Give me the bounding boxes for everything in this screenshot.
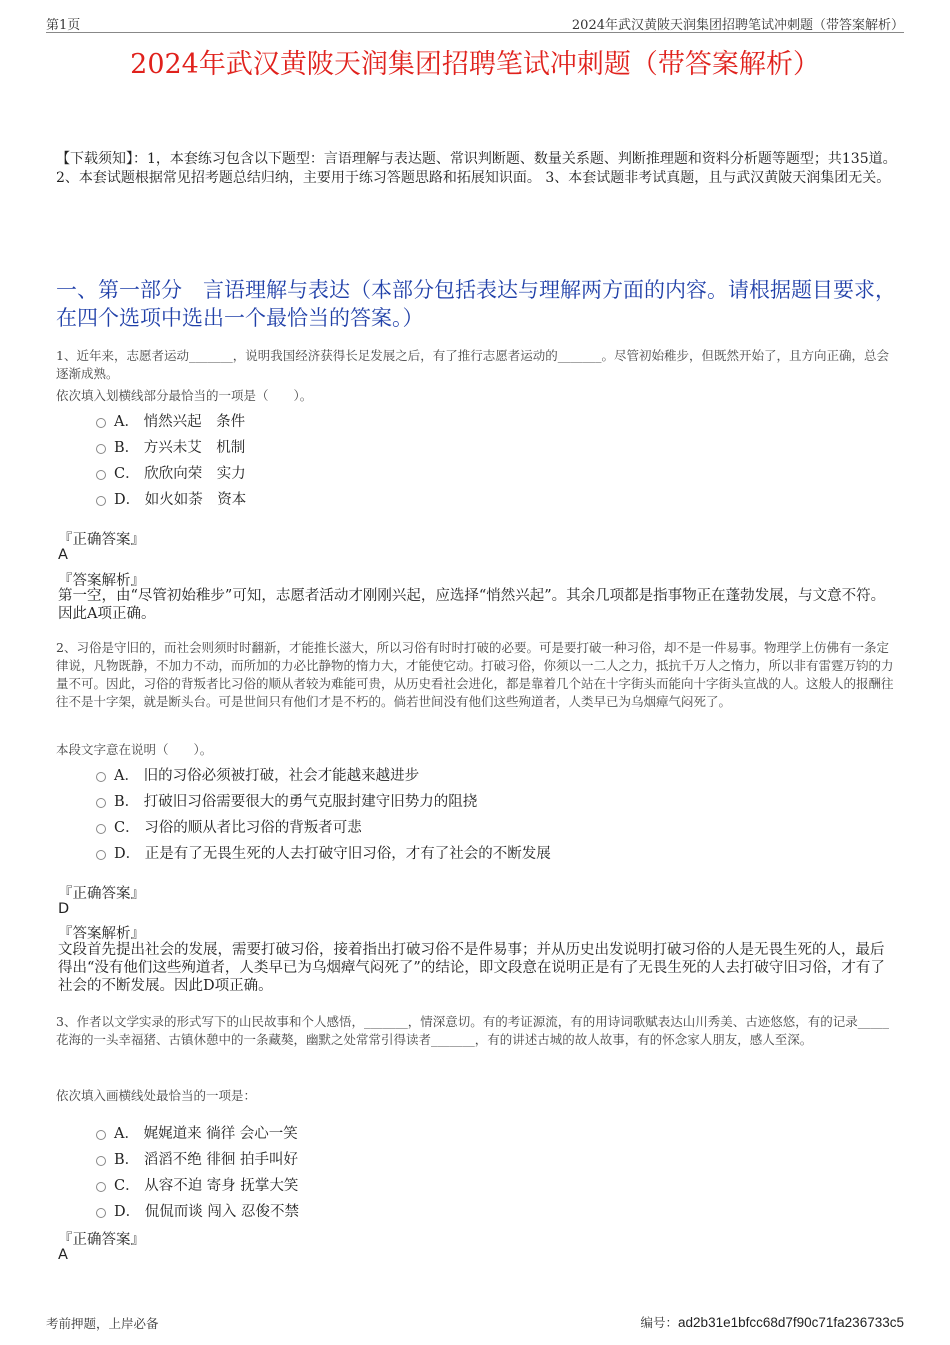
correct-answer-label: 『正确答案』 [58, 1232, 145, 1248]
question-1-option-c[interactable]: C． 欣欣向荣 实力 [96, 462, 246, 483]
question-1-option-b[interactable]: B． 方兴未艾 机制 [96, 436, 245, 457]
question-2-stem: 2、习俗是守旧的，而社会则须时时翻新，才能推长滋大，所以习俗有时时打破的必要。可是要打破一种习俗，却不是一件易事。物理学上仿佛有一条定律说，凡物既静，不加力不动，而所加的力必比静物的惰力大，才能使它动。打破习俗，你须以一二人之力，抵抗千万人之惰力，所以非有雷霆万钧的力量不可。因此，习俗的背叛者比习俗的顺从者较为难能可贵，从历史看社会进化，都是靠着几个站在十字街头而能向十字街头宣战的人。这般人的报酬往往不是十字架，就是断头台。可是世间只有他们才是不朽的。倘若世间没有他们这些殉道者，人类早已为乌烟瘴气闷死了。 [56, 640, 894, 709]
page-title: 2024年武汉黄陂天润集团招聘笔试冲刺题（带答案解析） [130, 49, 820, 80]
question-3-option-a[interactable]: A． 娓娓道来 徜徉 会心一笑 [96, 1122, 298, 1143]
header-divider [46, 32, 904, 33]
header-doc-title: 2024年武汉黄陂天润集团招聘笔试冲刺题（带答案解析） [571, 18, 904, 33]
radio-icon[interactable] [96, 1130, 106, 1140]
question-2-option-c[interactable]: C． 习俗的顺从者比习俗的背叛者可悲 [96, 816, 362, 837]
footer-code-value: ad2b31e1bfcc68d7f90c71fa236733c5 [678, 1315, 904, 1330]
radio-icon[interactable] [96, 798, 106, 808]
question-2-option-a[interactable]: A． 旧的习俗必须被打破，社会才能越来越进步 [96, 764, 419, 785]
question-2-analysis: 文段首先提出社会的发展，需要打破习俗，接着指出打破习俗不是件易事；并从历史出发说明打破习俗的人是无畏生死的人，最后得出“没有他们这些殉道者，人类早已为乌烟瘴气闷死了”的结论，即文段意在说明正是有了无畏生死的人去打破守旧习俗，才有了社会的不断发展。因此D项正确。 [58, 942, 885, 994]
correct-answer-label: 『正确答案』 [58, 886, 145, 902]
footer-code [641, 1313, 904, 1331]
radio-icon[interactable] [96, 444, 106, 454]
question-1-answer: A [58, 547, 68, 563]
radio-icon[interactable] [96, 418, 106, 428]
radio-icon[interactable] [96, 496, 106, 506]
question-1-option-a[interactable]: A． 悄然兴起 条件 [96, 410, 245, 431]
correct-answer-label: 『正确答案』 [58, 532, 145, 548]
radio-icon[interactable] [96, 470, 106, 480]
radio-icon[interactable] [96, 1208, 106, 1218]
question-1-option-d[interactable]: D． 如火如荼 资本 [96, 488, 246, 509]
question-1-analysis: 第一空，由“尽管初始稚步”可知，志愿者活动才刚刚兴起，应选择“悄然兴起”。其余几项都是指事物正在蓬勃发展，与文意不符。因此A项正确。 [58, 588, 886, 622]
question-3-stem: 3、作者以文学实录的形式写下的山民故事和个人感悟，_______，情深意切。有的考证源流，有的用诗词歌赋表达山川秀美、古迹悠悠，有的记录_____花海的一头幸福猪、古镇休憩中的一条藏獒，幽默之处常常引得读者_______，有的讲述古城的故人故事，有的怀念家人朋友，感人至深。 [56, 1014, 889, 1047]
radio-icon[interactable] [96, 1156, 106, 1166]
page-number: 第1页 [46, 18, 81, 33]
download-notice: 【下载须知】：1，本套练习包含以下题型：言语理解与表达题、常识判断题、数量关系题、判断推理题和资料分析题等题型；共135道。 2、本套试题根据常见招考题总结归纳，主要用于练习答题思路和拓展知识面。 3、本套试题非考试真题，且与武汉黄陂天润集团无关。 [56, 151, 897, 186]
radio-icon[interactable] [96, 850, 106, 860]
question-3-option-d[interactable]: D． 侃侃而谈 闯入 忍俊不禁 [96, 1200, 299, 1221]
radio-icon[interactable] [96, 772, 106, 782]
question-1-prompt: 依次填入划横线部分最恰当的一项是（ ）。 [56, 388, 313, 403]
footer-slogan: 考前押题，上岸必备 [46, 1316, 159, 1331]
question-3-answer: A [58, 1247, 68, 1263]
question-3-option-c[interactable]: C． 从容不迫 寄身 抚掌大笑 [96, 1174, 298, 1195]
question-2-prompt: 本段文字意在说明（ ）。 [56, 742, 213, 757]
answer-analysis-label: 『答案解析』 [58, 573, 145, 589]
radio-icon[interactable] [96, 824, 106, 834]
question-3-prompt: 依次填入画横线处最恰当的一项是： [56, 1088, 257, 1103]
question-2-answer: D [58, 901, 70, 917]
question-3-option-b[interactable]: B． 滔滔不绝 徘徊 拍手叫好 [96, 1148, 298, 1169]
section-heading: 一、第一部分 言语理解与表达（本部分包括表达与理解两方面的内容。请根据题目要求，在四个选项中选出一个最恰当的答案。） [56, 278, 896, 330]
answer-analysis-label: 『答案解析』 [58, 926, 145, 942]
question-1-stem: 1、近年来，志愿者运动_______，说明我国经济获得长足发展之后，有了推行志愿者运动的_______。尽管初始稚步，但既然开始了，且方向正确，总会逐渐成熟。 [56, 348, 889, 381]
question-2-option-d[interactable]: D． 正是有了无畏生死的人去打破守旧习俗，才有了社会的不断发展 [96, 842, 551, 863]
footer-code-label: 编号： [640, 1315, 679, 1330]
radio-icon[interactable] [96, 1182, 106, 1192]
question-2-option-b[interactable]: B． 打破旧习俗需要很大的勇气克服封建守旧势力的阻挠 [96, 790, 477, 811]
